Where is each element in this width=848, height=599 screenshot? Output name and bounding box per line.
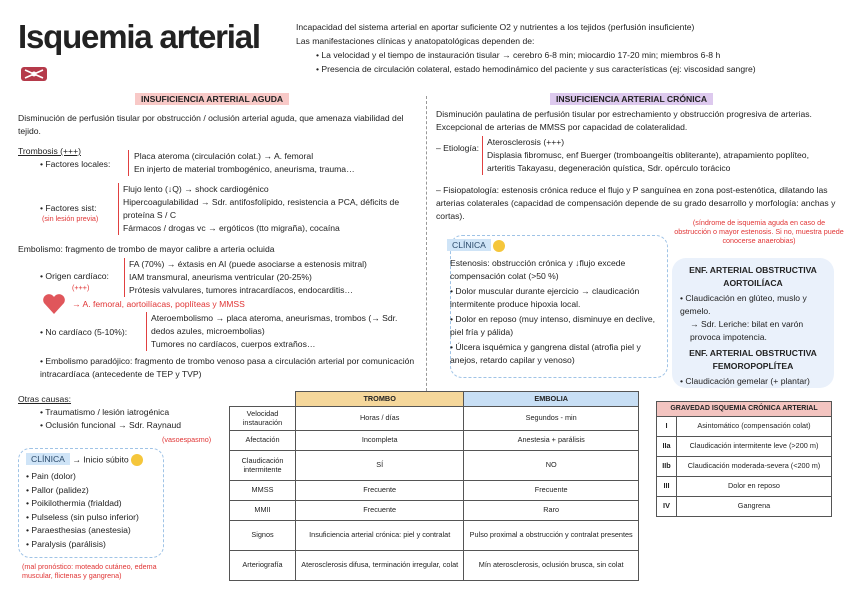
table-row: Signos Insuficiencia arterial crónica: piel y contralat Pulso proximal a obstrucción y contralat presentes	[230, 520, 639, 550]
otras-item: • Traumatismo / lesión iatrogénica	[40, 407, 170, 417]
sist-label: • Factores sist:	[40, 203, 97, 213]
list-item: • Dolor muscular durante ejercicio → claudicación intermitente produce hipoxia local.	[450, 286, 640, 309]
vessel-icon	[20, 66, 48, 82]
heart-note: → A. femoral, aortoilíacas, poplíteas y MMSS	[72, 299, 245, 309]
table-row: Velocidad instauración Horas / días Segundos - min	[230, 406, 639, 430]
sun-icon	[131, 454, 143, 466]
table-row: IV Gangrena	[657, 496, 832, 516]
otras-item: • Oclusión funcional → Sdr. Raynaud	[40, 420, 182, 430]
clinica-aguda-note: (mal pronóstico: moteado cutáneo, edema muscular, flictenas y gangrena)	[22, 562, 157, 580]
locales-label: • Factores locales:	[40, 159, 111, 169]
aguda-header: INSUFICIENCIA ARTERIAL AGUDA	[135, 93, 289, 105]
page-title: Isquemia arterial	[18, 18, 260, 55]
enf-box: ENF. ARTERIAL OBSTRUCTIVA AORTOILÍACA • Claudicación en glúteo, muslo y gemelo. → Sdr. Leriche: bilat en varón provoca impotencia. ENF. ARTERIAL OBSTRUCTIVA FEMOROPOPLÍTEA • Claudicación gemelar (+ plantar)	[672, 258, 834, 388]
sun-icon	[493, 240, 505, 252]
gravedad-table	[656, 401, 832, 517]
intro-bullet: • La velocidad y el tiempo de instauración tisular → cerebro 6-8 min; miocardio 17-20 min; miembros 6-8 h	[316, 50, 721, 60]
table-row: MMSS Frecuente Frecuente	[230, 480, 639, 500]
locales-list: Placa ateroma (circulación colat.) → A. femoral En injerto de material trombogénico, aneurisma, trauma…	[128, 150, 418, 176]
list-item: • Paralysis (parálisis)	[26, 538, 106, 549]
list-item: • Úlcera isquémica y gangrena distal (atrofia piel y anejos, retardo capilar y venoso)	[450, 342, 641, 365]
embolia-header: EMBOLIA	[464, 392, 639, 407]
cronica-note: (síndrome de isquemia aguda en caso de obstrucción o mayor estenosis. Si no, muestra puede conocerse anaerobias)	[674, 218, 844, 245]
paradojico: • Embolismo paradójico: fragmento de trombo venoso pasa a circulación arterial por comunicación intracardíaca (antecedente de TEP y TVP)	[40, 356, 415, 379]
table-row: IIb Claudicación moderada-severa (<200 m)	[657, 456, 832, 476]
etio-list: Aterosclerosis (+++) Displasia fibromusc, enf Buerger (tromboangeítis obliterante), atrapamiento poplíteo, arteritis Takayasu, degeneración quística, Sdr. opérculo torácico	[482, 136, 832, 175]
table-row: MMII Frecuente Raro	[230, 500, 639, 520]
table-row: IIa Claudicación intermitente leve (>200 m)	[657, 436, 832, 456]
table-row: Arteriografía Aterosclerosis difusa, terminación irregular, colat Mín aterosclerosis, oclusión brusca, sin colat	[230, 550, 639, 580]
table-row: III Dolor en reposo	[657, 476, 832, 496]
clinica-cronica-list	[450, 257, 668, 366]
clinica-cronica-head: CLÍNICA	[447, 240, 505, 252]
list-item: • Pain (dolor)	[26, 471, 76, 481]
fisiopatologia: – Fisiopatología: estenosis crónica reduce el flujo y P sanguínea en zona post-estenótica, dilatando las arterias colaterales (capacidad de compensación depende de su grado desarrollo y morfología: anchas y cortas).	[436, 185, 836, 221]
table-row: Afectación Incompleta Anestesia + parálisis	[230, 430, 639, 450]
sist-list: Flujo lento (↓Q) → shock cardiogénico Hipercoagulabilidad → Sdr. antifosfolípido, resistencia a PCA, déficits de proteína S / C Fármacos / drogas vc → ergóticos (tto migraña), cocaína	[118, 183, 408, 235]
origen-label: • Origen cardíaco:	[40, 271, 109, 281]
list-item: • Pallor (palidez)	[26, 484, 89, 495]
trombosis-heading: Trombosis (+++)	[18, 146, 81, 156]
comparison-table	[229, 391, 639, 581]
cronica-header: INSUFICIENCIA ARTERIAL CRÓNICA	[550, 93, 713, 105]
nocard-label: • No cardíaco (5-10%):	[40, 327, 128, 337]
vaso-note: (vasoespasmo)	[162, 435, 212, 444]
heart-icon	[42, 293, 66, 315]
list-item: • Dolor en reposo (muy intenso, disminuye en declive, piel fría y pálida)	[450, 314, 656, 337]
table-row: Claudicación intermitente SÍ NO	[230, 450, 639, 480]
list-item: • Paraesthesias (anestesia)	[26, 525, 131, 535]
origen-list: FA (70%) → éxtasis en AI (puede asociarse a estenosis mitral) IAM transmural, aneurisma ventricular (20-25%) Prótesis valvulares, tumores intracardíacos, endocarditis…	[124, 258, 424, 297]
intro-bullet: • Presencia de circulación colateral, estado hemodinámico del paciente y sus características (ej: viscosidad sangre)	[316, 64, 756, 74]
gravedad-title: GRAVEDAD ISQUEMIA CRÓNICA ARTERIAL	[657, 402, 832, 417]
otras-heading: Otras causas:	[18, 394, 72, 404]
aguda-definition: Disminución de perfusión tisular por obstrucción / oclusión arterial aguda, que amenaza viabilidad del tejido.	[18, 113, 404, 136]
etio-label: – Etiología:	[436, 143, 479, 153]
intro: Incapacidad del sistema arterial en aportar suficiente O2 y nutrientes a los tejidos (perfusión insuficiente) Las manifestaciones clínicas y anatopatológicas dependen de: • La velocidad y el tiempo de instauración tisular → cerebro 6-8 min; miocardio 17-20 min; miembros 6-8 h • Presencia de circulación colateral, estado hemodinámico del paciente y sus características (ej: viscosidad sangre)	[296, 20, 846, 76]
table-row: I Asintomático (compensación colat)	[657, 416, 832, 436]
list-item: Estenosis: obstrucción crónica y ↓flujo excede compensación colat (>50 %)	[450, 258, 626, 281]
list-item: • Poikilothermia (frialdad)	[26, 498, 122, 508]
trombo-header: TROMBO	[296, 392, 464, 407]
clinica-aguda-list	[26, 470, 162, 551]
nocard-list: Ateroembolismo → placa ateroma, aneurismas, trombos (→ Sdr. dedos azules, microembolias) Tumores no cardíacos, cuerpos extraños…	[146, 312, 416, 351]
clinica-aguda-head: CLÍNICA → Inicio súbito	[26, 454, 143, 466]
origen-note: (+++)	[72, 283, 90, 292]
cronica-definition: Disminución paulatina de perfusión tisular por estrechamiento y obstrucción progresiva de arterias. Excepcional de arterias de MMSS por capacidad de colateralidad.	[436, 109, 812, 132]
list-item: • Pulseless (sin pulso inferior)	[26, 511, 139, 522]
sist-note: (sin lesión previa)	[42, 214, 99, 223]
embolismo-heading: Embolismo: fragmento de trombo de mayor calibre a arteria ocluida	[18, 244, 275, 254]
column-divider	[426, 96, 427, 396]
